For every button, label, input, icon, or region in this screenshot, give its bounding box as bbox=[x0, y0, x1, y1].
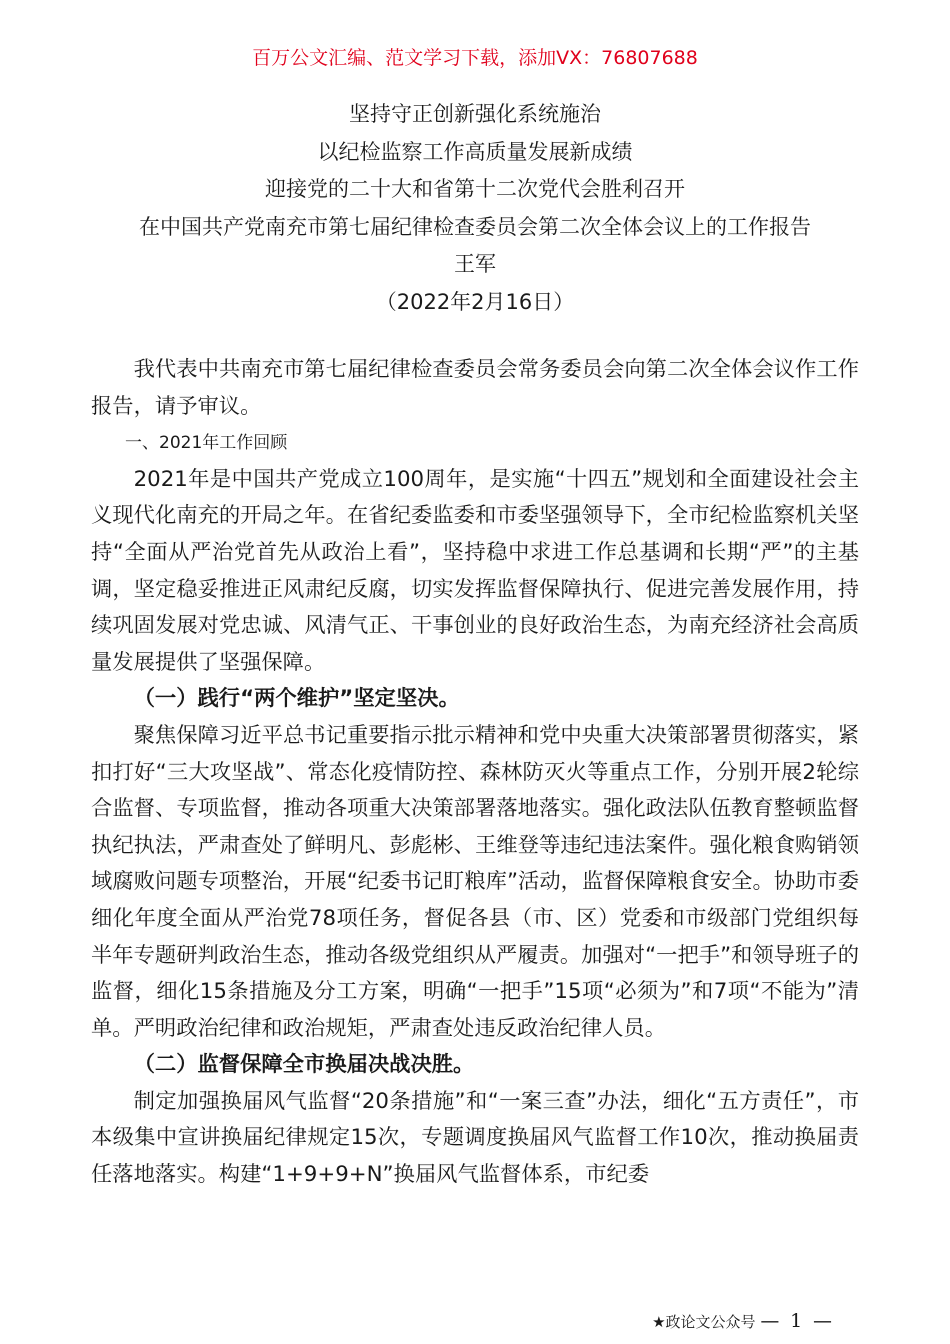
watermark-banner: 百万公文汇编、范文学习下载，添加VX：76807688 bbox=[252, 47, 698, 69]
footer-dash: — bbox=[813, 1310, 832, 1332]
title-line: 在中国共产党南充市第七届纪律检查委员会第二次全体会议上的工作报告 bbox=[139, 214, 811, 239]
title-line: 坚持守正创新强化系统施治 bbox=[349, 102, 601, 126]
body-paragraph: 制定加强换届风气监督“20条措施”和“一案三查”办法，细化“五方责任”，市本级集中宣讲换届纪律规定15次，专题调度换届风气监督工作10次，推动换届责任落地落实。构建“1+9+9+N”换届风气监督体系，市纪委 bbox=[91, 1088, 859, 1188]
section-heading: 一、2021年工作回顾 bbox=[125, 433, 288, 454]
subsection-heading: （二）监督保障全市换届决战决胜。 bbox=[133, 1052, 475, 1078]
body-paragraph: 2021年是中国共产党成立100周年，是实施“十四五”规划和全面建设社会主义现代化南充的开局之年。在省纪委监委和市委坚强领导下，全市纪检监察机关坚持“全面从严治党首先从政治上看”，坚持稳中求进工作总基调和长期“严”的主基调，坚定稳妥推进正风肃纪反腐，切实发挥监督保障执行、促进完善发展作用，持续巩固发展对党忠诚、风清气正、干事创业的良好政治生态，为南充经济社会高质量发展提供了坚强保障。 bbox=[91, 466, 859, 675]
report-date: （2022年2月16日） bbox=[375, 289, 575, 314]
footer-source: ★政论文公众号 bbox=[652, 1313, 756, 1331]
title-line: 迎接党的二十大和省第十二次党代会胜利召开 bbox=[265, 177, 685, 201]
page-footer bbox=[0, 1310, 832, 1333]
author-name: 王军 bbox=[454, 252, 496, 276]
body-paragraph: 聚焦保障习近平总书记重要指示批示精神和党中央重大决策部署贯彻落实，紧扣打好“三大攻坚战”、常态化疫情防控、森林防灭火等重点工作，分别开展2轮综合监督、专项监督，推动各项重大决策部署落地落实。强化政法队伍教育整顿监督执纪执法，严肃查处了鲜明凡、彭彪彬、王维登等违纪违法案件。强化粮食购销领域腐败问题专项整治，开展“纪委书记盯粮库”活动，监督保障粮食安全。协助市委细化年度全面从严治党78项任务，督促各县（市、区）党委和市级部门党组织每半年专题研判政治生态，推动各级党组织从严履责。加强对“一把手”和领导班子的监督，细化15条措施及分工方案，明确“一把手”15项“必须为”和7项“不能为”清单。严明政治纪律和政治规矩，严肃查处违反政治纪律人员。 bbox=[91, 722, 859, 1041]
title-line: 以纪检监察工作高质量发展新成绩 bbox=[317, 139, 633, 164]
page-number: 1 bbox=[790, 1310, 803, 1332]
opening-paragraph: 我代表中共南充市第七届纪律检查委员会常务委员会向第二次全体会议作工作报告，请予审议。 bbox=[91, 357, 859, 419]
report-body bbox=[91, 352, 859, 1194]
document-title bbox=[0, 96, 950, 321]
subsection-heading: （一）践行“两个维护”坚定坚决。 bbox=[133, 686, 460, 712]
footer-dash: — bbox=[760, 1310, 780, 1332]
